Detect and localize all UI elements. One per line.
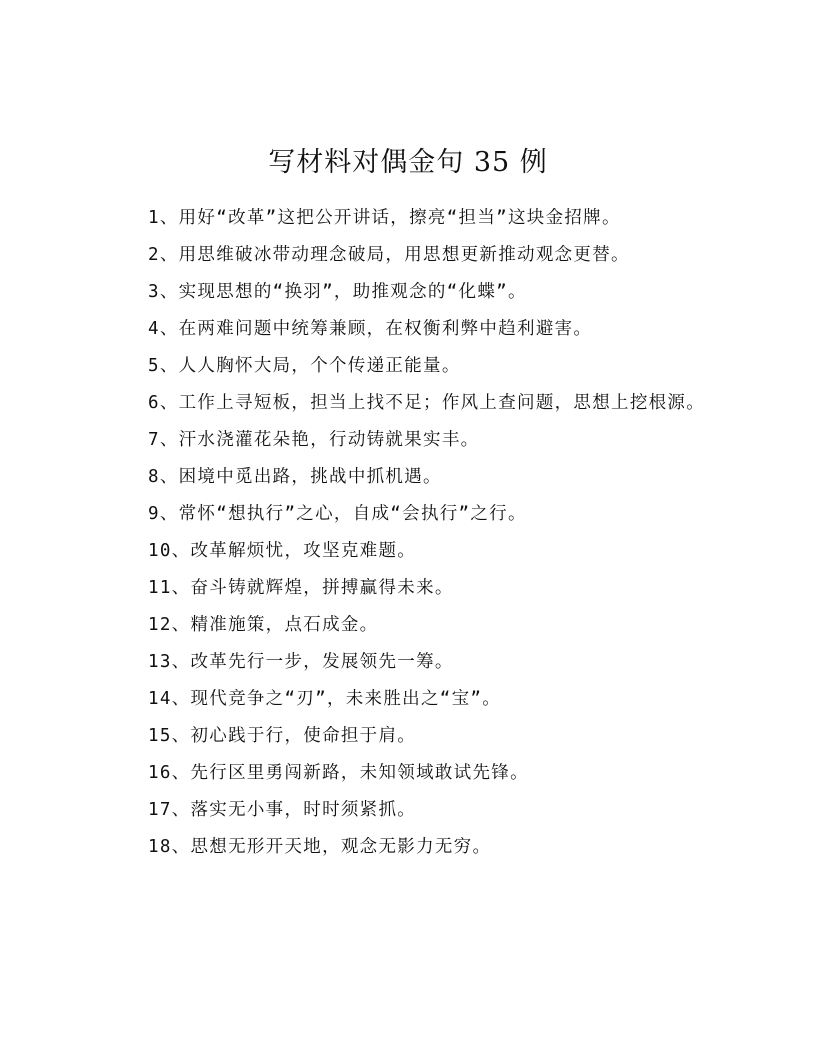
list-item: 12、精准施策，点石成金。 (148, 615, 379, 635)
list-item: 10、改革解烦忧，攻坚克难题。 (148, 541, 417, 561)
list-item: 11、奋斗铸就辉煌，拼搏赢得未来。 (148, 578, 454, 598)
list-item: 9、常怀“想执行”之心，自成“会执行”之行。 (148, 504, 527, 524)
document-title: 写材料对偶金句 35 例 (268, 147, 548, 178)
list-item: 14、现代竞争之“刃”，未来胜出之“宝”。 (148, 689, 502, 709)
list-item: 3、实现思想的“换羽”，助推观念的“化蝶”。 (148, 282, 527, 302)
list-item: 6、工作上寻短板，担当上找不足；作风上查问题，思想上挖根源。 (148, 393, 706, 413)
list-item: 18、思想无形开天地，观念无影力无穷。 (148, 837, 492, 857)
list-item: 17、落实无小事，时时须紧抓。 (148, 800, 417, 820)
list-item: 2、用思维破冰带动理念破局，用思想更新推动观念更替。 (148, 245, 630, 265)
list-item: 8、困境中觅出路，挑战中抓机遇。 (148, 467, 442, 487)
list-item: 5、人人胸怀大局，个个传递正能量。 (148, 356, 461, 376)
list-item: 15、初心践于行，使命担于肩。 (148, 726, 417, 746)
list-item: 7、汗水浇灌花朵艳，行动铸就果实丰。 (148, 430, 480, 450)
document-body (108, 200, 714, 866)
list-item: 16、先行区里勇闯新路，未知领域敢试先锋。 (148, 763, 529, 783)
list-item: 4、在两难问题中统筹兼顾，在权衡利弊中趋利避害。 (148, 319, 593, 339)
list-item: 13、改革先行一步，发展领先一筹。 (148, 652, 454, 672)
list-item: 1、用好“改革”这把公开讲话，擦亮“担当”这块金招牌。 (148, 208, 621, 228)
